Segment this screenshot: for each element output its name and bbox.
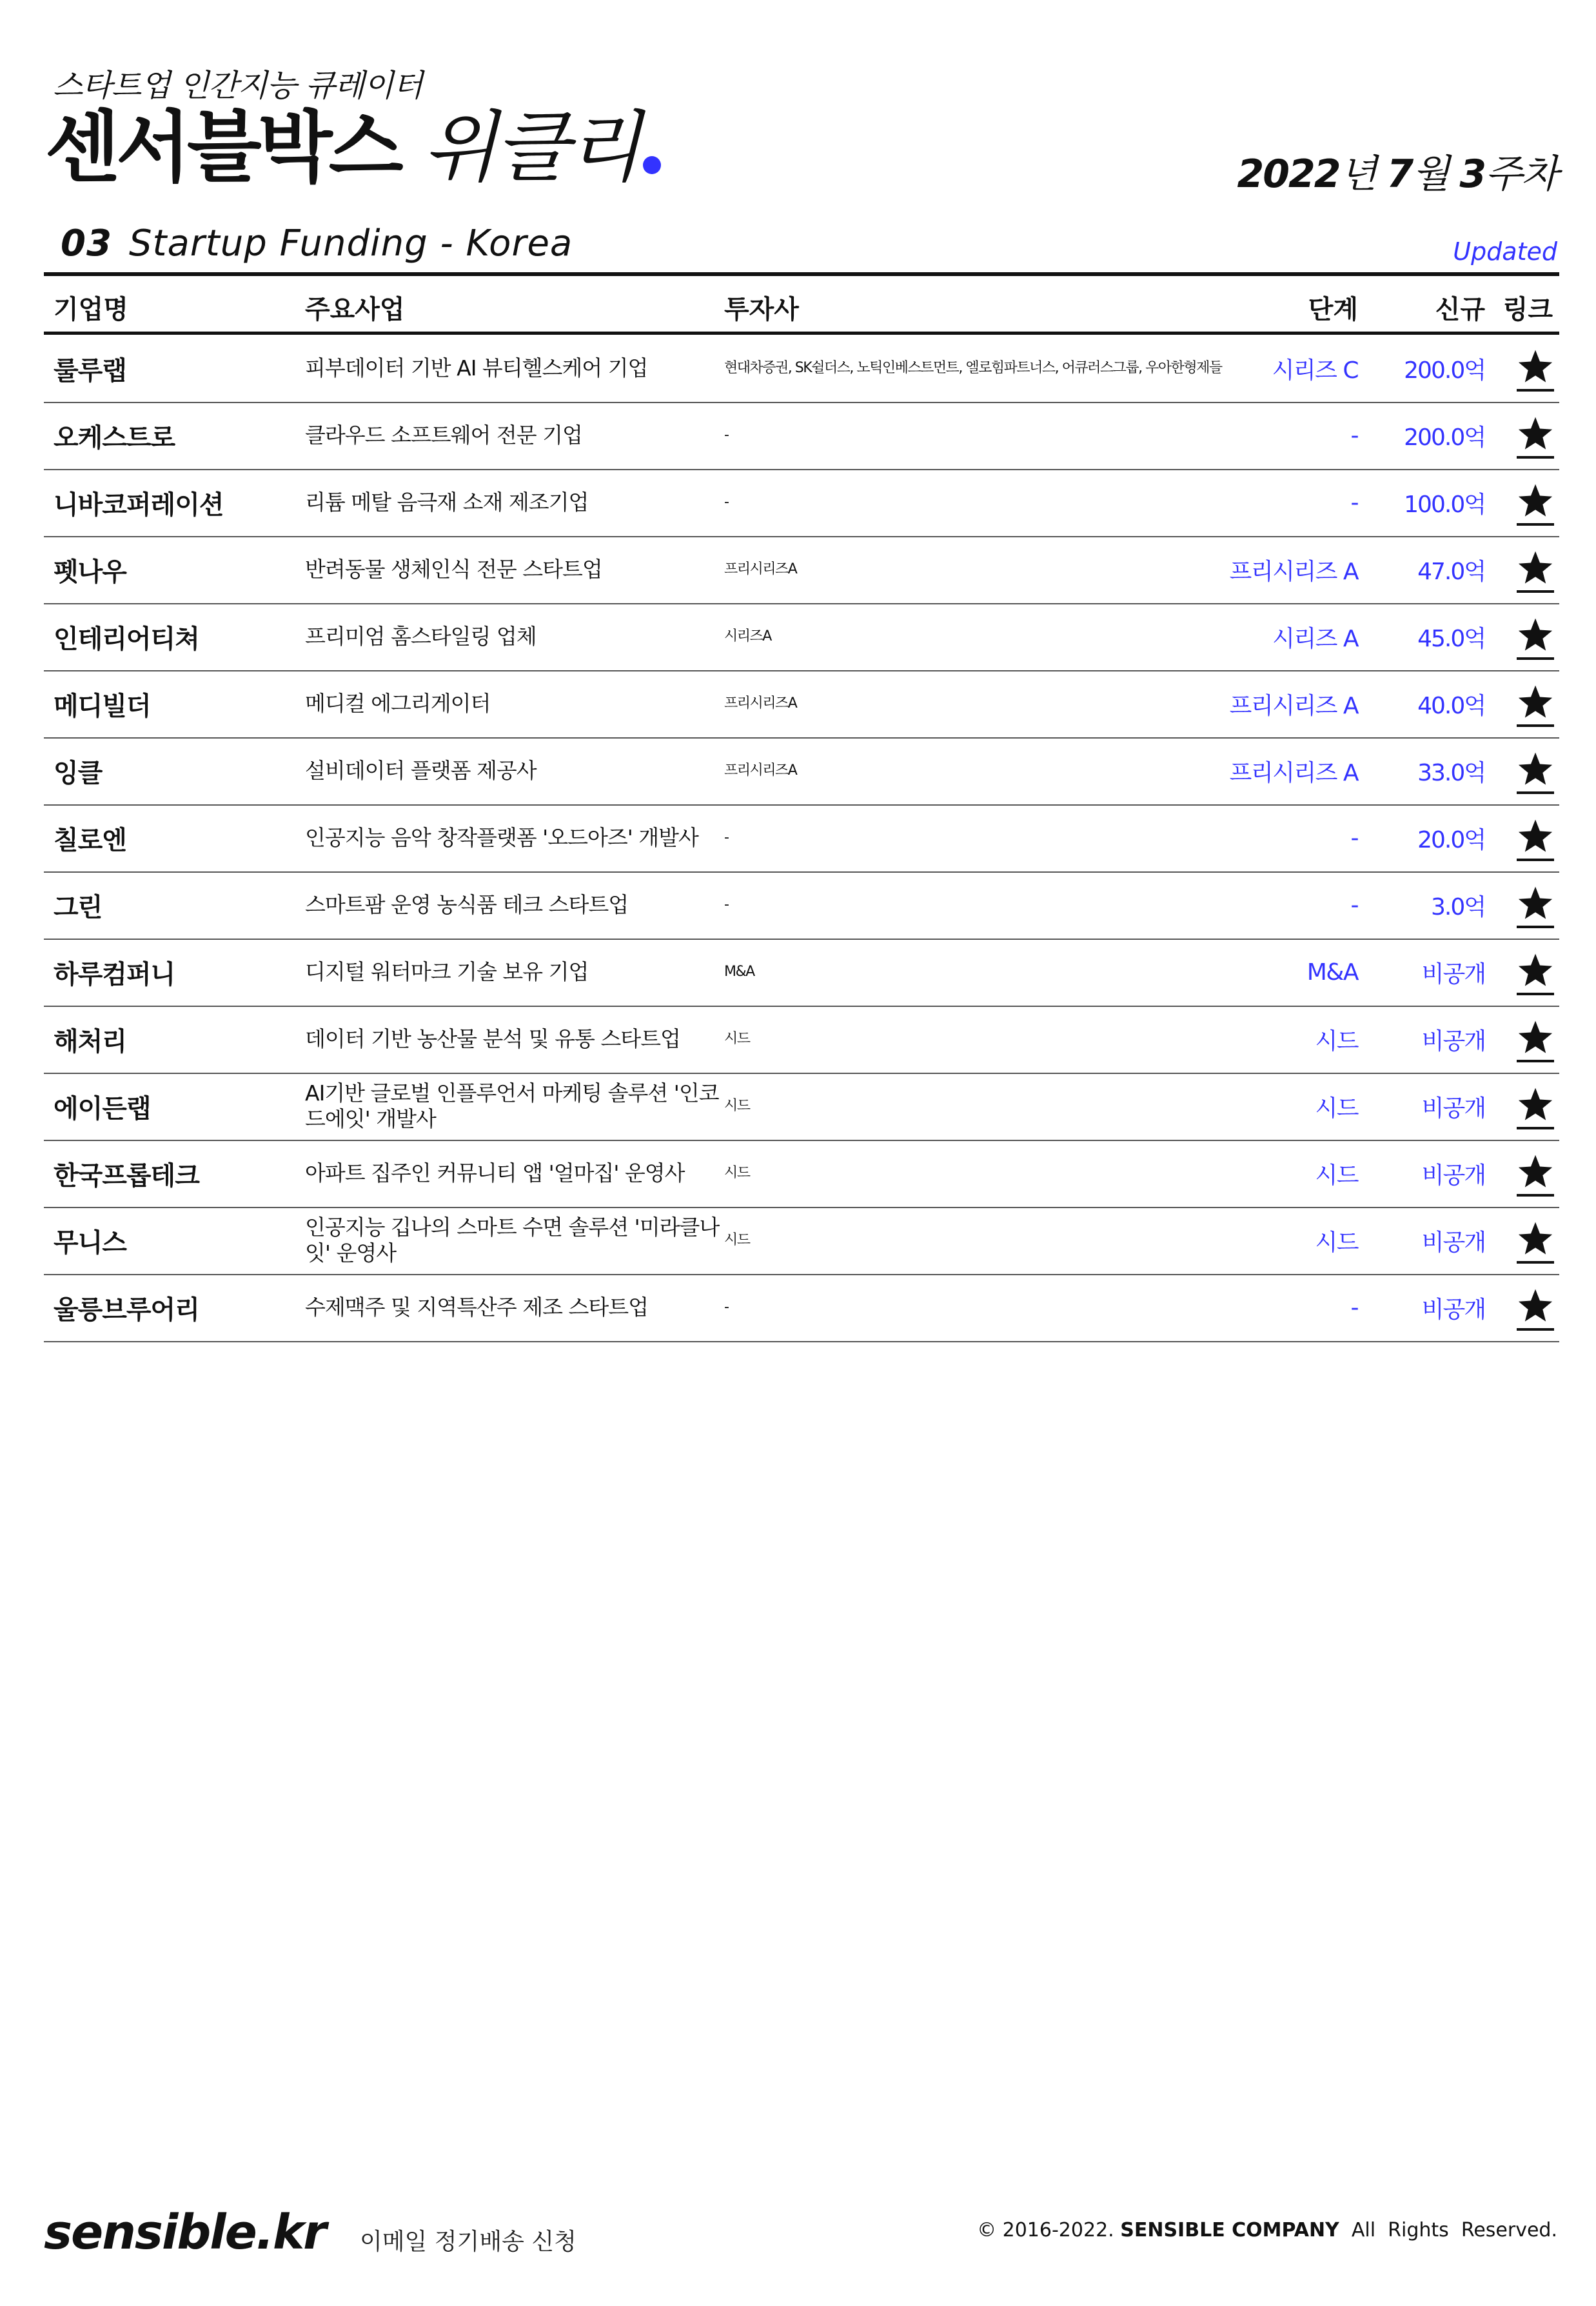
copyright-prefix: © 2016-2022. bbox=[977, 2219, 1121, 2241]
updated-label: Updated bbox=[1453, 237, 1557, 266]
star-icon[interactable] bbox=[1517, 615, 1554, 660]
funding-amount: 3.0억 bbox=[1430, 893, 1485, 920]
table-header bbox=[44, 276, 1559, 332]
copyright-suffix: All Rights Reserved. bbox=[1339, 2219, 1557, 2241]
funding-stage: 시드 bbox=[1315, 1162, 1358, 1189]
company-name: 메디빌더 bbox=[54, 691, 151, 721]
business-desc: 인공지능 음악 창작플랫폼 '오드아즈' 개발사 bbox=[305, 825, 698, 851]
funding-stage: 프리시리즈 A bbox=[1229, 558, 1358, 585]
funding-amount: 33.0억 bbox=[1417, 759, 1485, 786]
funding-amount: 비공개 bbox=[1421, 1095, 1485, 1122]
funding-amount: 45.0억 bbox=[1417, 625, 1485, 652]
brand-bold: 센서블박스 bbox=[45, 103, 400, 193]
business-desc: 데이터 기반 농산물 분석 및 유통 스타트업 bbox=[305, 1026, 680, 1052]
issue-year: 2022 bbox=[1237, 152, 1340, 197]
funding-amount: 100.0억 bbox=[1404, 491, 1485, 518]
section-name: Startup Funding - Korea bbox=[128, 223, 573, 264]
star-icon[interactable] bbox=[1517, 346, 1554, 392]
brand-dot bbox=[643, 156, 661, 174]
table-row bbox=[44, 1140, 1559, 1208]
company-name: 잉클 bbox=[54, 758, 103, 788]
investors: 현대차증권, SK쉴더스, 노틱인베스트먼트, 엘로힘파트너스, 어큐러스그룹, 우아한형제들 bbox=[724, 360, 1222, 377]
company-name: 무니스 bbox=[54, 1228, 126, 1258]
funding-stage: M&A bbox=[1306, 959, 1358, 986]
section-number: 03 bbox=[61, 223, 112, 264]
company-name: 펫나우 bbox=[54, 557, 126, 587]
business-desc: 클라우드 소프트웨어 전문 기업 bbox=[305, 422, 582, 448]
funding-stage: 프리시리즈 A bbox=[1229, 692, 1358, 719]
investors: 프리시리즈A bbox=[724, 561, 797, 578]
business-desc: 디지털 워터마크 기술 보유 기업 bbox=[305, 959, 589, 985]
company-name: 인테리어티쳐 bbox=[54, 624, 199, 654]
company-name: 오케스트로 bbox=[54, 422, 175, 453]
issue-month-unit: 월 bbox=[1412, 152, 1460, 197]
company-name: 한국프롭테크 bbox=[54, 1160, 199, 1191]
copyright-company: SENSIBLE COMPANY bbox=[1120, 2219, 1339, 2241]
section-title bbox=[61, 223, 573, 264]
company-name: 니바코퍼레이션 bbox=[54, 490, 224, 520]
business-desc: 피부데이터 기반 AI 뷰티헬스케어 기업 bbox=[305, 355, 648, 381]
funding-stage: 시리즈 A bbox=[1272, 625, 1358, 652]
table-row bbox=[44, 1207, 1559, 1275]
funding-amount: 40.0억 bbox=[1417, 692, 1485, 719]
business-desc: 스마트팜 운영 농식품 테크 스타트업 bbox=[305, 892, 629, 918]
table-row bbox=[44, 536, 1559, 604]
investors: 시드 bbox=[724, 1031, 750, 1048]
table-row bbox=[44, 402, 1559, 470]
star-icon[interactable] bbox=[1517, 1017, 1554, 1062]
business-desc: 메디컬 에그리게이터 bbox=[305, 691, 491, 717]
header-business: 주요사업 bbox=[305, 295, 405, 324]
star-icon[interactable] bbox=[1517, 816, 1554, 861]
funding-amount: 200.0억 bbox=[1404, 424, 1485, 451]
header-investor: 투자사 bbox=[724, 295, 799, 324]
business-desc: 리튬 메탈 음극재 소재 제조기업 bbox=[305, 490, 589, 515]
company-name: 그린 bbox=[54, 892, 103, 922]
investors: 시드 bbox=[724, 1098, 750, 1115]
funding-amount: 비공개 bbox=[1421, 1296, 1485, 1323]
investors: 시드 bbox=[724, 1165, 750, 1182]
company-name: 룰루랩 bbox=[54, 355, 126, 386]
header-link: 링크 bbox=[1502, 295, 1553, 324]
star-icon[interactable] bbox=[1517, 1286, 1554, 1331]
funding-stage: 시드 bbox=[1315, 1229, 1358, 1256]
star-icon[interactable] bbox=[1517, 1218, 1554, 1264]
table-row bbox=[44, 804, 1559, 873]
funding-stage: 시드 bbox=[1315, 1028, 1358, 1055]
header-stage: 단계 bbox=[1308, 295, 1358, 324]
company-name: 칠로엔 bbox=[54, 825, 126, 855]
company-name: 하루컴퍼니 bbox=[54, 959, 175, 989]
issue-year-unit: 년 bbox=[1339, 152, 1387, 197]
table-row bbox=[44, 939, 1559, 1007]
investors: - bbox=[724, 427, 729, 444]
table-row bbox=[44, 1274, 1559, 1342]
funding-stage: - bbox=[1350, 891, 1358, 919]
issue-month: 7 bbox=[1386, 152, 1413, 197]
header-company: 기업명 bbox=[54, 295, 128, 324]
business-desc: 프리미엄 홈스타일링 업체 bbox=[305, 624, 537, 650]
investors: - bbox=[724, 1299, 729, 1316]
investors: - bbox=[724, 897, 729, 913]
star-icon[interactable] bbox=[1517, 1084, 1554, 1129]
table-row bbox=[44, 670, 1559, 739]
star-icon[interactable] bbox=[1517, 481, 1554, 526]
table-row bbox=[44, 469, 1559, 537]
star-icon[interactable] bbox=[1517, 749, 1554, 794]
investors: - bbox=[724, 830, 729, 846]
investors: 시리즈A bbox=[724, 628, 771, 645]
copyright bbox=[977, 2219, 1557, 2241]
star-icon[interactable] bbox=[1517, 682, 1554, 727]
kicker-text: 스타트업 인간지능 큐레이터 bbox=[53, 68, 422, 104]
funding-amount: 비공개 bbox=[1421, 1162, 1485, 1189]
business-desc: 수제맥주 및 지역특산주 제조 스타트업 bbox=[305, 1295, 649, 1320]
funding-stage: 프리시리즈 A bbox=[1229, 759, 1358, 786]
brand-title bbox=[45, 103, 661, 193]
star-icon[interactable] bbox=[1517, 883, 1554, 928]
table-row bbox=[44, 1006, 1559, 1074]
funding-stage: - bbox=[1350, 489, 1358, 516]
investors: - bbox=[724, 494, 729, 511]
business-desc: 아파트 집주인 커뮤니티 앱 '얼마집' 운영사 bbox=[305, 1160, 685, 1186]
funding-amount: 비공개 bbox=[1421, 960, 1485, 988]
table-row bbox=[44, 737, 1559, 806]
business-desc: 설비데이터 플랫폼 제공사 bbox=[305, 758, 537, 784]
company-name: 해처리 bbox=[54, 1026, 126, 1057]
table-row bbox=[44, 603, 1559, 671]
table-row bbox=[44, 1073, 1559, 1141]
star-icon[interactable] bbox=[1517, 413, 1554, 459]
funding-stage: 시리즈 C bbox=[1272, 357, 1358, 384]
subscribe-link[interactable]: 이메일 정기배송 신청 bbox=[360, 2229, 576, 2255]
star-icon[interactable] bbox=[1517, 548, 1554, 593]
investors: 프리시리즈A bbox=[724, 762, 797, 779]
funding-amount: 비공개 bbox=[1421, 1028, 1485, 1055]
funding-amount: 47.0억 bbox=[1417, 558, 1485, 585]
company-name: 에이든랩 bbox=[54, 1093, 151, 1124]
business-desc: 반려동물 생체인식 전문 스타트업 bbox=[305, 557, 602, 582]
business-desc: AI기반 글로벌 인플루언서 마케팅 솔루션 '인코드에잇' 개발사 bbox=[305, 1080, 719, 1131]
company-name: 울릉브루어리 bbox=[54, 1295, 199, 1325]
funding-amount: 비공개 bbox=[1421, 1229, 1485, 1256]
issue-date bbox=[1237, 143, 1557, 199]
table-row bbox=[44, 335, 1559, 403]
investors: M&A bbox=[724, 964, 754, 980]
star-icon[interactable] bbox=[1517, 1151, 1554, 1197]
funding-stage: - bbox=[1350, 422, 1358, 449]
footer-brand-link[interactable]: sensible.kr bbox=[44, 2205, 326, 2260]
star-icon[interactable] bbox=[1517, 950, 1554, 995]
investors: 시드 bbox=[724, 1232, 750, 1249]
investors: 프리시리즈A bbox=[724, 695, 797, 712]
funding-amount: 200.0억 bbox=[1404, 357, 1485, 384]
brand-weekly: 위클리 bbox=[422, 103, 640, 193]
funding-amount: 20.0억 bbox=[1417, 826, 1485, 853]
funding-stage: 시드 bbox=[1315, 1095, 1358, 1122]
business-desc: 인공지능 깁나의 스마트 수면 솔루션 '미라클나잇' 운영사 bbox=[305, 1215, 720, 1266]
table-row bbox=[44, 871, 1559, 940]
funding-stage: - bbox=[1350, 824, 1358, 851]
funding-stage: - bbox=[1350, 1294, 1358, 1321]
issue-week: 3 bbox=[1459, 152, 1486, 197]
issue-week-unit: 주차 bbox=[1485, 152, 1557, 197]
header-amount: 신규 bbox=[1435, 295, 1485, 324]
